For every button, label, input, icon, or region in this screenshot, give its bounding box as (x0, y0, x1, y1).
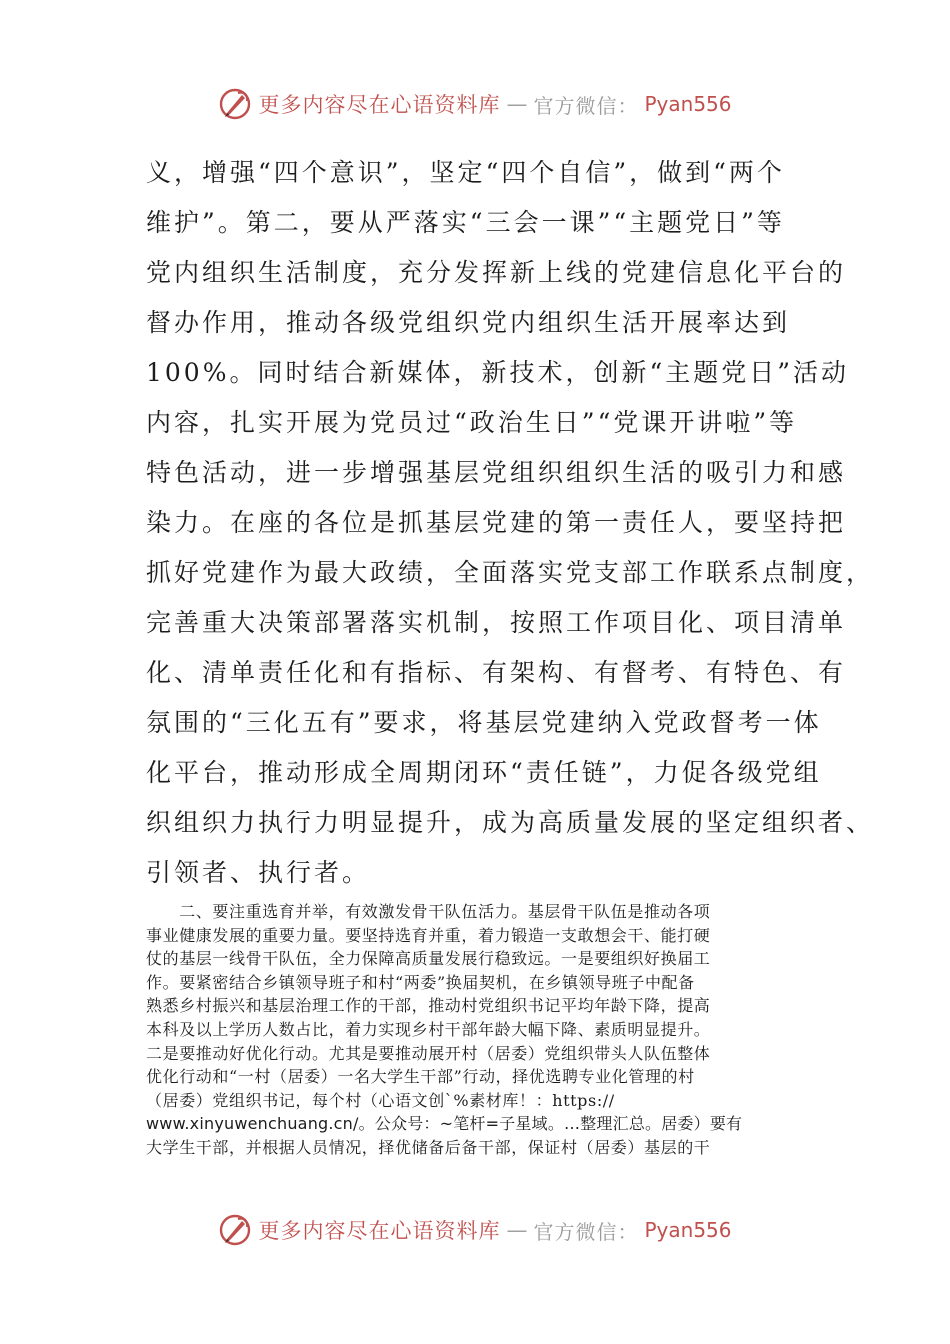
quill-pen-logo-icon (218, 87, 252, 121)
body-large-line: 氛围的“三化五有”要求，将基层党建纳入党政督考一体 (146, 708, 822, 737)
watermark-text: 更多内容尽在心语资料库 (258, 1219, 501, 1243)
body-small-line: 二、要注重选育并举，有效激发骨干队伍活力。基层骨干队伍是推动各项 (146, 902, 711, 921)
body-large-line: 引领者、执行者。 (146, 858, 371, 887)
body-small-line: www.xinyuwenchuang.cn/。公众号：~笔杆=子星域。…整理汇总。居委）要有 (146, 1114, 743, 1134)
footer-watermark (0, 1210, 950, 1250)
body-large-line: 织组织力执行力明显提升，成为高质量发展的坚定组织者、 (146, 808, 875, 837)
body-small-line: 二是要推动好优化行动。尤其是要推动展开村（居委）党组织带头人队伍整体 (146, 1043, 711, 1063)
watermark-text: 更多内容尽在心语资料库 (258, 93, 501, 117)
body-small-line: 仗的基层一线骨干队伍，全力保障高质量发展行稳致远。一是要组织好换届工 (146, 949, 711, 969)
quill-pen-logo-icon (218, 1213, 252, 1247)
body-large-line: 染力。在座的各位是抓基层党建的第一责任人，要坚持把 (146, 508, 847, 537)
body-small-line: 大学生干部，并根据人员情况，择优储备后备干部，保证村（居委）基层的干 (146, 1137, 711, 1157)
watermark-wechat-id: Pyan556 (644, 92, 732, 116)
header-watermark (0, 84, 950, 124)
watermark-dash: — (506, 92, 528, 116)
body-large-line: 完善重大决策部署落实机制，按照工作项目化、项目清单 (146, 608, 847, 637)
body-large-paragraph (146, 148, 875, 898)
body-small-line: （居委）党组织书记，每个村（心语文创`%素材库！：https:// (146, 1090, 615, 1110)
body-small-line: 熟悉乡村振兴和基层治理工作的干部，推动村党组织书记平均年龄下降，提高 (146, 996, 711, 1016)
body-large-line: 100%。同时结合新媒体，新技术，创新“主题党日”活动 (146, 358, 850, 387)
body-small-line: 事业健康发展的重要力量。要坚持选育并重，着力锻造一支敢想会干、能打硬 (146, 925, 711, 945)
watermark-dash: — (506, 1218, 528, 1242)
body-small-line: 本科及以上学历人数占比，着力实现乡村干部年龄大幅下降、素质明显提升。 (146, 1019, 711, 1039)
body-large-line: 党内组织生活制度，充分发挥新上线的党建信息化平台的 (146, 258, 847, 287)
body-large-line: 督办作用，推动各级党组织党内组织生活开展率达到 (146, 308, 791, 337)
body-large-line: 义，增强“四个意识”，坚定“四个自信”，做到“两个 (146, 158, 785, 187)
body-small-line: 作。要紧密结合乡镇领导班子和村“两委”换届契机，在乡镇领导班子中配备 (146, 972, 695, 992)
body-large-line: 维护”。第二，要从严落实“三会一课”“主题党日”等 (146, 208, 785, 237)
body-large-line: 抓好党建作为最大政绩，全面落实党支部工作联系点制度， (146, 558, 875, 587)
body-large-line: 化平台，推动形成全周期闭环“责任链”，力促各级党组 (146, 758, 822, 787)
body-large-line: 化、清单责任化和有指标、有架构、有督考、有特色、有 (146, 658, 847, 687)
watermark-wechat-label: 官方微信： (533, 93, 639, 118)
body-small-paragraph (146, 900, 806, 1160)
body-small-line: 优化行动和“一村（居委）一名大学生干部”行动，择优选聘专业化管理的村 (146, 1067, 695, 1087)
watermark-wechat-id: Pyan556 (644, 1218, 732, 1242)
watermark-wechat-label: 官方微信： (533, 1219, 639, 1244)
body-large-line: 内容，扎实开展为党员过“政治生日”“党课开讲啦”等 (146, 408, 798, 437)
body-large-line: 特色活动，进一步增强基层党组织组织生活的吸引力和感 (146, 458, 847, 487)
